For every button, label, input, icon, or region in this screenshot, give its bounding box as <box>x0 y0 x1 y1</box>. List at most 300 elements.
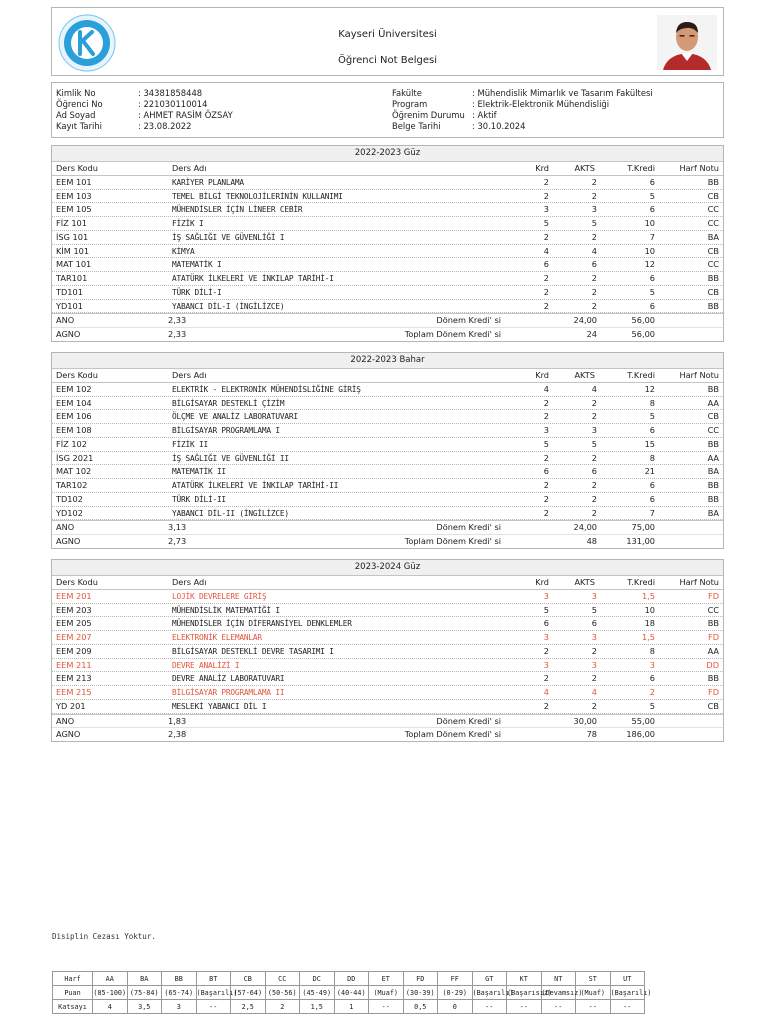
course-credit: 2 <box>543 190 549 201</box>
course-credit: 2 <box>543 480 549 490</box>
course-total-credit: 6 <box>649 204 655 215</box>
agno-label: AGNO <box>56 329 81 339</box>
course-total-credit: 8 <box>649 397 655 408</box>
grade-scale-cell: (Başarılı) <box>610 986 645 1000</box>
grade-scale-cell: (Başarısız) <box>507 986 542 1000</box>
course-code: YD 201 <box>56 700 86 711</box>
info-label: Program <box>392 99 428 109</box>
course-credit: 3 <box>543 590 549 601</box>
donem-total-credit: 56,00 <box>631 315 655 326</box>
student-info-right <box>392 88 653 132</box>
course-akts: 3 <box>591 204 597 215</box>
course-name: KARİYER PLANLAMA <box>172 177 244 187</box>
course-code: EEM 207 <box>56 632 92 642</box>
grade-scale-cell: (Başarılı) <box>196 986 231 1000</box>
student-info-left <box>56 88 233 132</box>
course-code: FİZ 101 <box>56 218 87 228</box>
grade-scale-cell: BA <box>127 972 162 986</box>
course-name: FİZİK I <box>172 219 204 228</box>
course-row <box>52 493 723 507</box>
grade-scale-row <box>53 986 645 1000</box>
course-grade: CC <box>707 604 719 615</box>
course-grade: BB <box>707 383 719 394</box>
ano-value: 2,33 <box>168 315 187 326</box>
course-code: EEM 103 <box>56 190 92 201</box>
course-akts: 4 <box>591 245 597 256</box>
document-title: Öğrenci Not Belgesi <box>337 55 438 66</box>
info-value: : 34381858448 <box>138 88 203 98</box>
grade-scale-cell: DD <box>334 972 369 986</box>
course-row <box>52 438 723 452</box>
course-name: TEMEL BİLGİ TEKNOLOJİLERİNİN KULLANIMI <box>172 191 343 201</box>
course-credit: 4 <box>543 383 549 394</box>
course-name: MÜHENDİSLER İÇİN DİFERANSİYEL DENKLEMLER <box>172 619 352 629</box>
course-grade: BB <box>707 438 719 449</box>
semester-title: 2022-2023 Bahar <box>52 353 723 369</box>
course-name: BİLGİSAYAR PROGRAMLAMA I <box>172 426 280 435</box>
course-row <box>52 383 723 397</box>
course-grade: DD <box>706 659 719 670</box>
grade-scale-cell: (Muaf) <box>576 986 611 1000</box>
course-name: TÜRK DİLİ-II <box>172 494 226 504</box>
grade-scale-cell: KT <box>507 972 542 986</box>
course-total-credit: 12 <box>644 383 655 394</box>
course-row <box>52 397 723 411</box>
grade-scale-cell: -- <box>472 1000 507 1014</box>
course-name: KİMYA <box>172 246 195 256</box>
course-row <box>52 686 723 700</box>
grade-scale-cell: -- <box>196 1000 231 1014</box>
course-name: İŞ SAĞLIĞI VE GÜVENLİĞİ II <box>172 453 289 463</box>
donem-akts: 24,00 <box>573 315 597 326</box>
course-grade: BA <box>707 507 719 518</box>
student-info <box>51 82 724 138</box>
info-row <box>392 110 497 121</box>
course-akts: 4 <box>591 383 597 394</box>
agno-value: 2,33 <box>168 329 187 339</box>
course-code: YD101 <box>56 300 83 311</box>
grade-scale-cell: FD <box>403 972 438 986</box>
course-credit: 3 <box>543 632 549 642</box>
semester-table <box>51 352 724 549</box>
course-akts: 2 <box>591 411 597 422</box>
course-akts: 5 <box>591 438 597 449</box>
course-row <box>52 272 723 286</box>
column-header-akts: AKTS <box>574 370 595 380</box>
course-grade: CB <box>707 190 719 201</box>
course-akts: 2 <box>591 700 597 711</box>
info-row <box>56 110 233 121</box>
course-name: MATEMATİK I <box>172 260 222 270</box>
grade-scale-cell: (50-56) <box>265 986 300 1000</box>
course-row <box>52 258 723 272</box>
course-code: EEM 201 <box>56 590 92 601</box>
course-akts: 2 <box>591 673 597 684</box>
info-value: : AHMET RASİM ÖZSAY <box>138 110 233 120</box>
course-grade: BA <box>707 231 719 242</box>
grade-scale-cell: 2,5 <box>231 1000 266 1014</box>
grade-scale-cell: ST <box>576 972 611 986</box>
column-header-row <box>52 162 723 176</box>
info-row <box>392 99 610 110</box>
course-code: EEM 213 <box>56 673 92 684</box>
course-akts: 2 <box>591 645 597 656</box>
course-total-credit: 10 <box>644 218 655 228</box>
course-credit: 2 <box>543 645 549 656</box>
course-code: TD102 <box>56 493 83 504</box>
course-total-credit: 10 <box>644 604 655 615</box>
course-total-credit: 8 <box>649 452 655 463</box>
semester-table <box>51 559 724 742</box>
donem-total-credit: 55,00 <box>631 715 655 726</box>
toplam-total-credit: 186,00 <box>626 729 655 740</box>
course-total-credit: 3 <box>649 659 655 670</box>
course-code: EEM 211 <box>56 659 92 670</box>
info-row <box>56 88 203 99</box>
grade-scale-cell: -- <box>541 1000 576 1014</box>
course-code: EEM 108 <box>56 425 92 435</box>
info-value: : 30.10.2024 <box>472 121 526 131</box>
grade-scale-cell: Harf <box>53 972 93 986</box>
course-credit: 2 <box>543 300 549 311</box>
grade-scale-cell: UT <box>610 972 645 986</box>
course-row <box>52 645 723 659</box>
grade-scale-cell: (30-39) <box>403 986 438 1000</box>
course-akts: 2 <box>591 286 597 297</box>
course-name: ÖLÇME VE ANALİZ LABORATUVARI <box>172 412 298 422</box>
course-total-credit: 6 <box>649 176 655 187</box>
grade-scale-cell: -- <box>576 1000 611 1014</box>
student-photo <box>657 15 717 70</box>
course-grade: BB <box>707 493 719 504</box>
grade-scale-cell: Puan <box>53 986 93 1000</box>
course-grade: CC <box>707 259 719 270</box>
course-credit: 2 <box>543 273 549 283</box>
course-total-credit: 18 <box>644 618 655 629</box>
course-grade: BA <box>707 466 719 477</box>
grade-scale-row <box>53 972 645 986</box>
course-name: BİLGİSAYAR DESTEKLİ DEVRE TASARIMI I <box>172 646 334 656</box>
column-header-name: Ders Adı <box>172 163 207 173</box>
course-grade: BB <box>707 480 719 490</box>
grade-scale-cell: NT <box>541 972 576 986</box>
column-header-code: Ders Kodu <box>56 577 98 587</box>
grade-scale-cell: (Başarılı) <box>472 986 507 1000</box>
info-row <box>392 88 653 99</box>
agno-value: 2,38 <box>168 729 187 740</box>
course-name: MÜHENDİSLİK MATEMATİĞİ I <box>172 605 280 615</box>
grade-scale-cell: (85-100) <box>93 986 128 1000</box>
column-header-harf: Harf Notu <box>679 163 719 173</box>
course-akts: 2 <box>591 452 597 463</box>
course-row <box>52 604 723 618</box>
course-credit: 6 <box>543 618 549 629</box>
course-credit: 3 <box>543 204 549 215</box>
info-label: Öğrenci No <box>56 99 103 109</box>
agno-value: 2,73 <box>168 536 187 546</box>
grade-scale-cell: (57-64) <box>231 986 266 1000</box>
course-akts: 2 <box>591 300 597 311</box>
course-row <box>52 465 723 479</box>
course-credit: 2 <box>543 411 549 422</box>
course-akts: 3 <box>591 425 597 435</box>
course-grade: CB <box>707 700 719 711</box>
course-grade: AA <box>707 397 719 408</box>
course-code: TAR101 <box>56 273 88 283</box>
info-value: : 221030110014 <box>138 99 208 109</box>
info-label: Belge Tarihi <box>392 121 441 131</box>
course-total-credit: 6 <box>649 673 655 684</box>
course-total-credit: 8 <box>649 645 655 656</box>
course-row <box>52 452 723 466</box>
ano-row <box>52 520 723 534</box>
donem-akts: 30,00 <box>573 715 597 726</box>
info-row <box>56 99 208 110</box>
course-name: LOJİK DEVRELERE GİRİŞ <box>172 591 267 601</box>
ano-row <box>52 313 723 327</box>
grade-scale-cell: BB <box>162 972 197 986</box>
course-akts: 2 <box>591 480 597 490</box>
course-row <box>52 700 723 714</box>
grade-scale-cell: (Devamsız) <box>541 986 576 1000</box>
course-total-credit: 5 <box>649 286 655 297</box>
agno-label: AGNO <box>56 729 81 740</box>
info-row <box>392 121 526 132</box>
course-grade: FD <box>707 632 719 642</box>
agno-row <box>52 327 723 341</box>
course-name: İŞ SAĞLIĞI VE GÜVENLİĞİ I <box>172 232 285 242</box>
grade-scale-cell: (40-44) <box>334 986 369 1000</box>
grade-scale-cell: ET <box>369 972 404 986</box>
course-code: EEM 209 <box>56 645 92 656</box>
course-akts: 6 <box>591 259 597 270</box>
ano-value: 3,13 <box>168 522 187 533</box>
course-credit: 2 <box>543 673 549 684</box>
course-code: EEM 215 <box>56 687 92 697</box>
column-header-tkredi: T.Kredi <box>627 370 655 380</box>
course-total-credit: 6 <box>649 493 655 504</box>
course-credit: 3 <box>543 425 549 435</box>
course-total-credit: 10 <box>644 245 655 256</box>
course-akts: 6 <box>591 618 597 629</box>
course-credit: 2 <box>543 231 549 242</box>
column-header-code: Ders Kodu <box>56 163 98 173</box>
course-grade: CB <box>707 286 719 297</box>
grade-scale-cell: -- <box>610 1000 645 1014</box>
course-akts: 6 <box>591 466 597 477</box>
course-total-credit: 12 <box>644 259 655 270</box>
info-value: : 23.08.2022 <box>138 121 192 131</box>
course-grade: FD <box>707 687 719 697</box>
grade-scale-cell: -- <box>507 1000 542 1014</box>
course-code: EEM 105 <box>56 204 92 215</box>
course-name: YABANCI DİL-I (İNGİLİZCE) <box>172 301 285 311</box>
grade-scale-cell: FF <box>438 972 473 986</box>
course-name: BİLGİSAYAR PROGRAMLAMA II <box>172 688 285 697</box>
grade-scale-cell: 2 <box>265 1000 300 1014</box>
course-akts: 5 <box>591 604 597 615</box>
ano-label: ANO <box>56 715 75 726</box>
course-grade: AA <box>707 645 719 656</box>
info-label: Ad Soyad <box>56 110 96 120</box>
course-code: FİZ 102 <box>56 438 87 449</box>
course-row <box>52 507 723 521</box>
course-code: EEM 102 <box>56 383 92 394</box>
column-header-harf: Harf Notu <box>679 577 719 587</box>
course-akts: 3 <box>591 659 597 670</box>
grade-scale-cell: AA <box>93 972 128 986</box>
info-label: Fakülte <box>392 88 422 98</box>
course-row <box>52 231 723 245</box>
semester-title: 2023-2024 Güz <box>52 560 723 576</box>
course-code: EEM 203 <box>56 604 92 615</box>
ano-label: ANO <box>56 315 75 326</box>
grade-scale-cell: 1 <box>334 1000 369 1014</box>
course-total-credit: 6 <box>649 425 655 435</box>
course-akts: 3 <box>591 590 597 601</box>
course-code: TD101 <box>56 286 83 297</box>
toplam-kredi-label: Toplam Dönem Kredi' si <box>404 329 501 339</box>
course-row <box>52 176 723 190</box>
course-grade: BB <box>707 673 719 684</box>
course-row <box>52 286 723 300</box>
course-akts: 5 <box>591 218 597 228</box>
course-credit: 2 <box>543 397 549 408</box>
column-header-tkredi: T.Kredi <box>627 577 655 587</box>
info-label: Kimlik No <box>56 88 96 98</box>
course-grade: BB <box>707 176 719 187</box>
column-header-krd: Krd <box>535 163 549 173</box>
column-header-krd: Krd <box>535 577 549 587</box>
university-name: Kayseri Üniversitesi <box>338 29 437 40</box>
course-row <box>52 217 723 231</box>
course-akts: 2 <box>591 190 597 201</box>
grade-scale-cell: -- <box>369 1000 404 1014</box>
column-header-akts: AKTS <box>574 577 595 587</box>
course-row <box>52 190 723 204</box>
course-grade: CB <box>707 245 719 256</box>
course-grade: CB <box>707 411 719 422</box>
course-grade: AA <box>707 452 719 463</box>
info-value: : Mühendislik Mimarlık ve Tasarım Fakültesi <box>472 88 653 98</box>
course-total-credit: 5 <box>649 700 655 711</box>
course-total-credit: 7 <box>649 507 655 518</box>
grade-scale-cell: 0 <box>438 1000 473 1014</box>
donem-akts: 24,00 <box>573 522 597 533</box>
course-name: FİZİK II <box>172 439 208 449</box>
info-row <box>56 121 192 132</box>
grade-scale-cell: 3 <box>162 1000 197 1014</box>
course-grade: CC <box>707 425 719 435</box>
grade-scale-cell: 0,5 <box>403 1000 438 1014</box>
grade-scale-cell: DC <box>300 972 335 986</box>
course-name: YABANCI DİL-II (İNGİLİZCE) <box>172 508 289 518</box>
course-name: ELEKTRİK - ELEKTRONİK MÜHENDİSLİĞİNE GİRİŞ <box>172 384 361 394</box>
course-total-credit: 1,5 <box>641 590 655 601</box>
donem-kredi-label: Dönem Kredi' si <box>436 315 501 326</box>
ano-row <box>52 714 723 728</box>
semester-title: 2022-2023 Güz <box>52 146 723 162</box>
course-credit: 3 <box>543 659 549 670</box>
course-credit: 5 <box>543 218 549 228</box>
course-grade: BB <box>707 300 719 311</box>
column-header-krd: Krd <box>535 370 549 380</box>
course-row <box>52 424 723 438</box>
grade-scale-cell: (Muaf) <box>369 986 404 1000</box>
course-total-credit: 6 <box>649 480 655 490</box>
toplam-kredi-label: Toplam Dönem Kredi' si <box>404 536 501 546</box>
course-code: EEM 205 <box>56 618 92 629</box>
agno-row <box>52 534 723 548</box>
course-row <box>52 659 723 673</box>
column-header-name: Ders Adı <box>172 577 207 587</box>
course-code: EEM 104 <box>56 397 92 408</box>
course-credit: 6 <box>543 466 549 477</box>
course-credit: 2 <box>543 286 549 297</box>
course-row <box>52 410 723 424</box>
course-grade: BB <box>707 618 719 629</box>
agno-row <box>52 727 723 741</box>
course-row <box>52 617 723 631</box>
info-value: : Aktif <box>472 110 497 120</box>
toplam-akts: 48 <box>586 536 597 546</box>
course-grade: CC <box>707 204 719 215</box>
agno-label: AGNO <box>56 536 81 546</box>
course-name: BİLGİSAYAR DESTEKLİ ÇİZİM <box>172 398 285 408</box>
course-credit: 2 <box>543 493 549 504</box>
course-akts: 2 <box>591 397 597 408</box>
course-credit: 5 <box>543 604 549 615</box>
course-grade: CC <box>707 218 719 228</box>
course-credit: 5 <box>543 438 549 449</box>
course-code: EEM 101 <box>56 176 92 187</box>
course-name: MESLEKİ YABANCI DİL I <box>172 701 267 711</box>
course-total-credit: 5 <box>649 411 655 422</box>
column-header-row <box>52 576 723 590</box>
course-total-credit: 7 <box>649 231 655 242</box>
course-total-credit: 5 <box>649 190 655 201</box>
ano-value: 1,83 <box>168 715 187 726</box>
course-akts: 2 <box>591 176 597 187</box>
grade-scale-row <box>53 1000 645 1014</box>
course-credit: 2 <box>543 452 549 463</box>
toplam-total-credit: 131,00 <box>626 536 655 546</box>
toplam-akts: 78 <box>586 729 597 740</box>
grade-scale-cell: Katsayı <box>53 1000 93 1014</box>
course-row <box>52 300 723 314</box>
course-row <box>52 590 723 604</box>
grade-scale-cell: 3,5 <box>127 1000 162 1014</box>
info-label: Öğrenim Durumu <box>392 110 465 120</box>
course-row <box>52 672 723 686</box>
column-header-name: Ders Adı <box>172 370 207 380</box>
course-code: MAT 101 <box>56 259 92 270</box>
document-header <box>51 7 724 76</box>
grade-scale-cell: BT <box>196 972 231 986</box>
course-akts: 3 <box>591 632 597 642</box>
course-credit: 4 <box>543 245 549 256</box>
grade-scale-cell: GT <box>472 972 507 986</box>
donem-total-credit: 75,00 <box>631 522 655 533</box>
course-grade: FD <box>707 590 719 601</box>
course-akts: 2 <box>591 273 597 283</box>
course-total-credit: 15 <box>644 438 655 449</box>
course-code: TAR102 <box>56 480 88 490</box>
course-code: EEM 106 <box>56 411 92 422</box>
course-name: ATATÜRK İLKELERİ VE İNKILAP TARİHİ-I <box>172 274 334 283</box>
course-row <box>52 479 723 493</box>
course-total-credit: 2 <box>649 687 655 697</box>
